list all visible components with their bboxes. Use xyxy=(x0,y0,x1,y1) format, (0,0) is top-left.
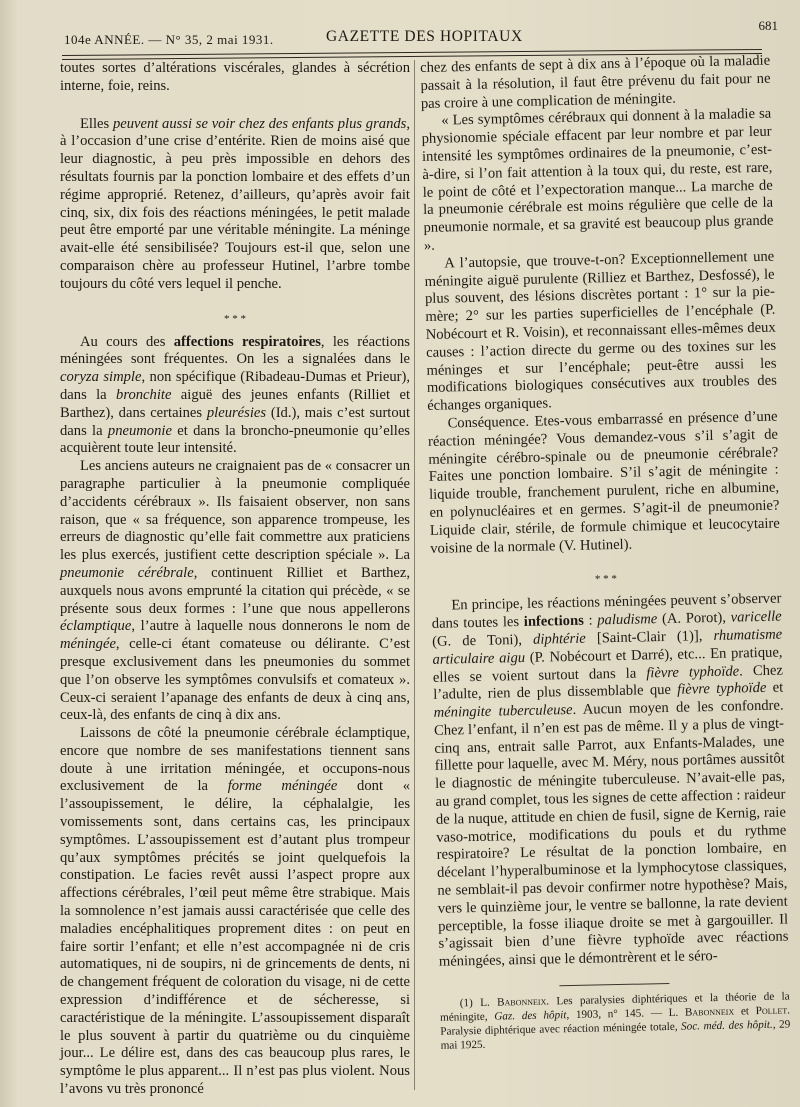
issue-info: 104e ANNÉE. — N° 35, 2 mai 1931. xyxy=(64,32,274,47)
journal-title: GAZETTE DES HOPITAUX xyxy=(326,28,523,45)
section-separator: * * * xyxy=(594,573,618,586)
paragraph: Laissons de côté la pneumonie cérébrale éclamptique, encore que nombre de ses manifestations tiennent sans doute à une irritation méningée, et occupons-nous exclusivement de la forme méningée dont « l’assoupissement, le délire, la céphalalgie, les vomissements sont, dans certains cas, les principaux symptômes. L’assoupissement est d’autant plus trompeur qu’aux symptômes précités se joint quelquefois la constipation. Le facies revêt aussi l’aspect propre aux affections cérébrales, l’œil peut même être strabique. Mais la somnolence n’est jamais aussi caractérisée que celle des maladies encéphalitiques proprement dites : on peut en faire sortir l’enfant; et elle n’est accompagnée ni de cris automatiques, ni de soupirs, ni de grincements de dents, ni de changement fréquent de coloration du visage, ni de cette expression d’indifférence et de sécheresse, si caractéristique de la méningite. L’assoupissement disparaît le plus souvent à partir du quatrième ou du cinquième jour... Le délire est, dans des cas beaucoup plus rares, le symptôme le plus apparent... Il n’est pas plus violent. Nous l’avons vu très prononcé xyxy=(60,725,410,1098)
paragraph: « Les symptômes cérébraux qui donnent à la maladie sa physionomie spéciale effacent par leur nombre et par leur intensité les symptômes ordinaires de la pneumonie, c’est-à-dire, si l’on fait attention à la toux qui, du reste, est rare, le point de côté et l’expectoration manque... La marche de la pneumonie cérébrale est moins régulière que celle de la pneumonie normale, et sa gravité est beaucoup plus grande ». xyxy=(421,106,774,254)
paragraph: Au cours des affections respiratoires, les réactions méningées sont fréquentes. On les a signalées dans le coryza simple, non spécifique (Ribadeau-Dumas et Prieur), dans la bronchite aiguë des jeunes enfants (Rilliet et Barthez), dans certaines pleurésies (Id.), mais c’est surtout dans la pneumonie et dans la broncho-pneumonie qu’elles acquièrent toute leur intensité. xyxy=(60,333,411,457)
paragraph: Elles peuvent aussi se voir chez des enfants plus grands, à l’occasion d’une crise d’entérite. Rien de moins aisé que leur diagnostic, à peu près impossible en dehors des résultats fournis par la ponction lombaire et des effets d’un régime approprié. Retenez, d’ailleurs, qu’après avoir fait cinq, six, dix fois des réactions méningées, le petit malade peut être emporté par une véritable méningite. La méninge avait-elle été sensibilisée? Toujours est-il que, selon une comparaison chère au professeur Hutinel, l’arbre tombe toujours du côté vers lequel il penche. xyxy=(60,115,410,292)
page-header xyxy=(64,18,784,52)
section-separator: * * * xyxy=(224,312,246,325)
right-column xyxy=(420,53,791,1053)
footnote-rule xyxy=(559,983,669,986)
paragraph: A l’autopsie, que trouve-t-on? Exceptionnellement une méningite aiguë purulente (Rilliez et Barthez, Desfossé), le plus souvent, des lésions discrètes portant : 1° sur la pie-mère; 2° sur les parties superficielles de l’encéphale (P. Nobécourt et R. Voisin), et reconnaissant elles-mêmes deux causes : l’action directe du germe ou des toxines sur les méninges et sur l’encéphale; peut-être aussi les modifications biologiques consécutives aux troubles des échanges organiques. xyxy=(424,248,777,415)
paragraph: chez des enfants de sept à dix ans à l’époque où la maladie passait à la résolution, il faut être prévenu du fait pour ne pas croire à une complication de méningite. xyxy=(420,52,771,112)
paragraph: Les anciens auteurs ne craignaient pas de « consacrer un paragraphe particulier à la pneumonie compliquée d’accidents cérébraux ». Ils faisaient observer, non sans raison, que « sa fréquence, son apparence trompeuse, les erreurs de diagnostic qu’elle fait commettre aux praticiens les plus exercés, justifient cette description spéciale ». La pneumonie cérébrale, continuent Rilliet et Barthez, auxquels nous avons emprunté la citation qui précède, « se présente sous deux formes : l’une que nous appellerons éclamptique, l’autre à laquelle nous donnerons le nom de méningée, celle-ci étant comateuse ou délirante. C’est presque exclusivement dans les pneumonies du sommet que l’on observe les symptômes convulsifs et comateux ». Ceux-ci seraient l’apanage des enfants de deux à cinq ans, ceux-là, des enfants de cinq à dix ans. xyxy=(60,458,410,724)
paragraph: Conséquence. Etes-vous embarrassé en présence d’une réaction méningée? Vous demandez-vous s’il s’agit de méningite cérébro-spinale ou de pneumonie cérébrale? Faites une ponction lombaire. S’il s’agit de méningite : liquide trouble, franchement purulent, riche en albumine, en polynucléaires et en germes. S’agit-il de pneumonie? Liquide clair, stérile, de formule chimique et leucocytaire voisine de la normale (V. Hutinel). xyxy=(427,408,780,557)
left-column xyxy=(60,60,410,1099)
page-number: 681 xyxy=(758,18,778,33)
paragraph: En principe, les réactions méningées peuvent s’observer dans toutes les infections : paludisme (A. Porot), varicelle (G. de Toni), diphtérie [Saint-Clair (1)], rhumatisme articulaire aigu (P. Nobécourt et Darré), etc... En pratique, elles se voient surtout dans la fièvre typhoïde. Chez l’adulte, rien de plus dissemblable que fièvre typhoïde et méningite tuberculeuse. Aucun moyen de les confondre. Chez l’enfant, il n’en est pas de même. Il y a plus de vingt-cinq ans, entrait salle Parrot, aux Enfants-Malades, une fillette pour laquelle, avec M. Méry, nous portâmes aussitôt le diagnostic de méningite tuberculeuse. N’avait-elle pas, au grand complet, tous les signes de cette affection : raideur de la nuque, attitude en chien de fusil, signe de Kernig, raie vaso-motrice, modifications du pouls et du rythme respiratoire? Le résultat de la ponction lombaire, en décelant l’hyperalbuminose et la lymphocytose classiques, ne semblait-il pas devoir confirmer notre hypothèse? Mais, vers le quinzième jour, le ventre se ballonne, la rate devient perceptible, la fosse iliaque droite se met à gargouiller. Il s’agissait bien d’une fièvre typhoïde avec réactions méningées, ainsi que le démontrèrent et le séro- xyxy=(431,590,789,971)
footnote: (1) L. Babonneix. Les paralysies diphtériques et la théorie de la méningite, Gaz. des hôpit, 1903, n° 145. — L. Babonneix et Pollet. Paralysie diphtérique avec réaction méningée totale, Soc. méd. des hôpit., 29 mai 1925. xyxy=(439,990,791,1052)
column-divider xyxy=(414,60,415,1090)
paragraph: toutes sortes d’altérations viscérales, glandes à sécrétion interne, foie, reins. xyxy=(60,60,410,94)
